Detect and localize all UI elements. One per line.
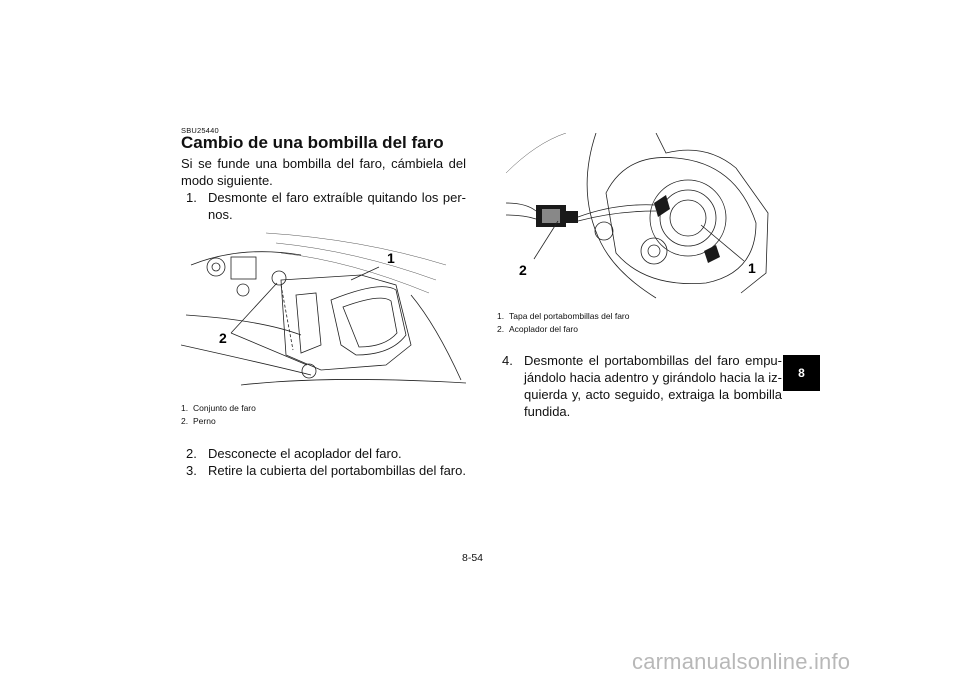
bulb-holder-cover — [650, 180, 726, 263]
step-2 — [186, 445, 471, 462]
callout-2: 2 — [519, 262, 527, 278]
callout-2: 2 — [219, 330, 227, 346]
step-4 — [502, 352, 782, 422]
headlight-coupler — [536, 205, 578, 227]
callout-1: 1 — [387, 250, 395, 266]
left-bulb-housing — [207, 257, 256, 296]
step-number: 3. — [186, 463, 197, 478]
step-text: Desmonte el faro extraíble quitando los per-nos. — [208, 190, 466, 222]
figure-2-caption-1: 1. Tapa del portabombillas del faro — [497, 311, 630, 321]
step-3 — [186, 462, 476, 479]
headlight-assembly — [281, 275, 411, 370]
figure-2-illustration — [506, 133, 774, 303]
page-title: Cambio de una bombilla del faro — [181, 133, 444, 152]
intro-paragraph: Si se funde una bombilla del faro, cámbiela del modo siguiente. — [181, 156, 466, 188]
step-text: Desconecte el acoplador del faro. — [208, 446, 402, 461]
bolt-top — [272, 271, 286, 285]
step-text: Retire la cubierta del portabombillas del faro. — [208, 463, 466, 478]
chapter-tab: 8 — [783, 355, 820, 391]
page-number: 8-54 — [462, 552, 484, 564]
figure-2-caption-2: 2. Acoplador del faro — [497, 324, 578, 334]
step-number: 4. — [502, 353, 513, 368]
figure-1-caption-1: 1. Conjunto de faro — [181, 403, 256, 413]
watermark: carmanualsonline.info — [632, 649, 851, 674]
figure-1-caption-2: 2. Perno — [181, 416, 216, 426]
step-text: Desmonte el portabombillas del faro empu-jándolo hacia adentro y girándolo hacia la iz-quierda y, acto seguido, extraiga la bombilla fundida. — [524, 353, 782, 419]
callout-1: 1 — [748, 260, 756, 276]
step-number: 2. — [186, 446, 197, 461]
section-code: SBU25440 — [181, 126, 219, 135]
step-1 — [186, 189, 466, 223]
bolt-bottom — [302, 364, 316, 378]
figure-1-illustration — [181, 225, 466, 390]
step-number: 1. — [186, 190, 197, 205]
